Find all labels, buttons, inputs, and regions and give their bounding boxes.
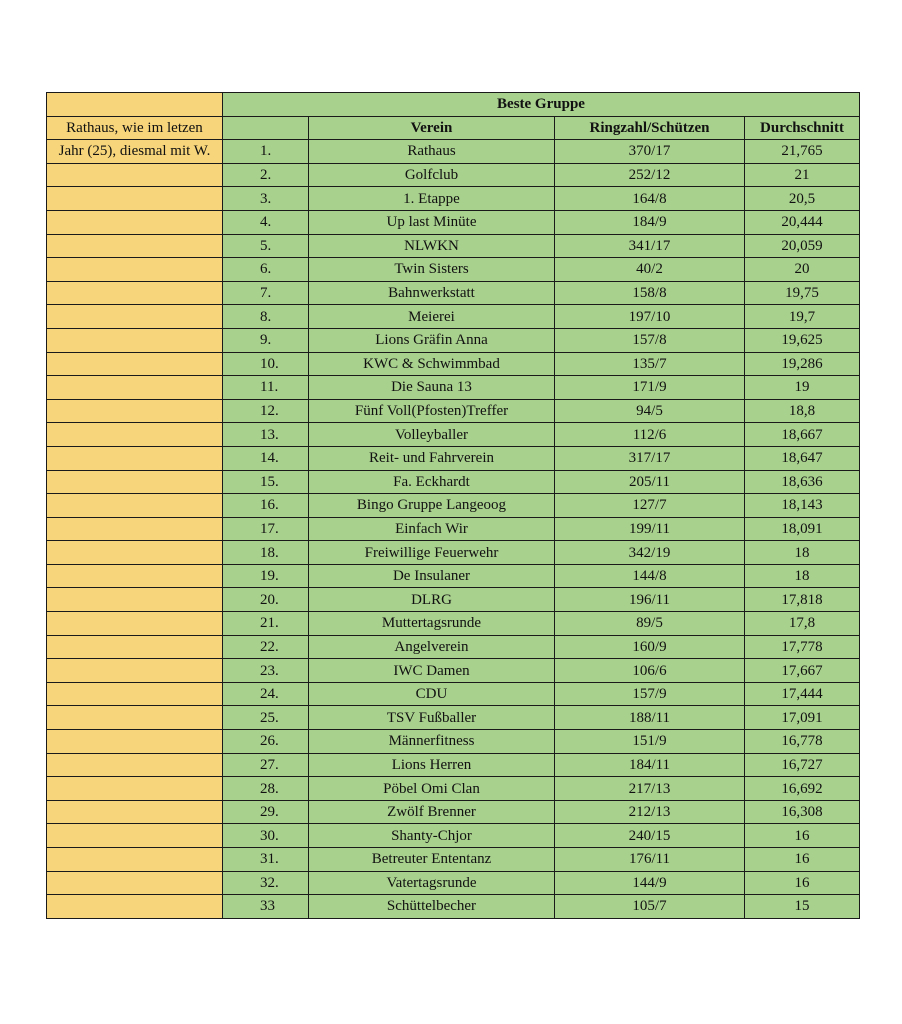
column-header-ringzahl: Ringzahl/Schützen xyxy=(555,116,745,140)
verein-cell: Fünf Voll(Pfosten)Treffer xyxy=(309,399,555,423)
verein-cell: Meierei xyxy=(309,305,555,329)
rank-cell: 5. xyxy=(223,234,309,258)
rank-cell: 17. xyxy=(223,517,309,541)
verein-cell: Twin Sisters xyxy=(309,258,555,282)
note-cell-blank xyxy=(47,352,223,376)
verein-cell: Zwölf Brenner xyxy=(309,800,555,824)
table-row xyxy=(47,281,860,305)
verein-cell: TSV Fußballer xyxy=(309,706,555,730)
title-row xyxy=(47,93,860,117)
rank-cell: 18. xyxy=(223,541,309,565)
ringzahl-cell: 106/6 xyxy=(555,659,745,683)
table-row xyxy=(47,470,860,494)
ringzahl-cell: 94/5 xyxy=(555,399,745,423)
rank-cell: 20. xyxy=(223,588,309,612)
note-cell-blank xyxy=(47,305,223,329)
table-row xyxy=(47,517,860,541)
table-row xyxy=(47,564,860,588)
table-row xyxy=(47,328,860,352)
table-row xyxy=(47,895,860,919)
table-row xyxy=(47,187,860,211)
verein-cell: Volleyballer xyxy=(309,423,555,447)
column-header-rank xyxy=(223,116,309,140)
note-cell-blank xyxy=(47,706,223,730)
table-row xyxy=(47,376,860,400)
table-row xyxy=(47,824,860,848)
durchschnitt-cell: 19,75 xyxy=(745,281,860,305)
rank-cell: 31. xyxy=(223,848,309,872)
note-cell-blank xyxy=(47,588,223,612)
rank-cell: 14. xyxy=(223,446,309,470)
rank-cell: 13. xyxy=(223,423,309,447)
verein-cell: Die Sauna 13 xyxy=(309,376,555,400)
note-cell-blank xyxy=(47,376,223,400)
table-row xyxy=(47,612,860,636)
note-cell-blank xyxy=(47,494,223,518)
note-cell-blank xyxy=(47,258,223,282)
table-row xyxy=(47,541,860,565)
ringzahl-cell: 196/11 xyxy=(555,588,745,612)
table-row xyxy=(47,800,860,824)
rank-cell: 22. xyxy=(223,635,309,659)
table-row xyxy=(47,163,860,187)
durchschnitt-cell: 17,667 xyxy=(745,659,860,683)
verein-cell: Schüttelbecher xyxy=(309,895,555,919)
durchschnitt-cell: 19 xyxy=(745,376,860,400)
rank-cell: 11. xyxy=(223,376,309,400)
durchschnitt-cell: 19,7 xyxy=(745,305,860,329)
note-cell-blank xyxy=(47,659,223,683)
durchschnitt-cell: 18,143 xyxy=(745,494,860,518)
verein-cell: Up last Minüte xyxy=(309,210,555,234)
ringzahl-cell: 135/7 xyxy=(555,352,745,376)
ringzahl-cell: 342/19 xyxy=(555,541,745,565)
verein-cell: CDU xyxy=(309,682,555,706)
ringzahl-cell: 176/11 xyxy=(555,848,745,872)
note-cell-blank xyxy=(47,234,223,258)
verein-cell: Muttertagsrunde xyxy=(309,612,555,636)
table-row xyxy=(47,305,860,329)
ringzahl-cell: 157/8 xyxy=(555,328,745,352)
verein-cell: IWC Damen xyxy=(309,659,555,683)
ringzahl-cell: 40/2 xyxy=(555,258,745,282)
durchschnitt-cell: 18,647 xyxy=(745,446,860,470)
durchschnitt-cell: 16,692 xyxy=(745,777,860,801)
durchschnitt-cell: 20,059 xyxy=(745,234,860,258)
ringzahl-cell: 151/9 xyxy=(555,730,745,754)
verein-cell: Shanty-Chjor xyxy=(309,824,555,848)
verein-cell: Fa. Eckhardt xyxy=(309,470,555,494)
ringzahl-cell: 144/9 xyxy=(555,871,745,895)
ringzahl-cell: 199/11 xyxy=(555,517,745,541)
results-table-body xyxy=(47,93,860,919)
ringzahl-cell: 171/9 xyxy=(555,376,745,400)
durchschnitt-cell: 17,091 xyxy=(745,706,860,730)
note-cell-blank xyxy=(47,848,223,872)
ringzahl-cell: 370/17 xyxy=(555,140,745,164)
table-row xyxy=(47,659,860,683)
rank-cell: 26. xyxy=(223,730,309,754)
verein-cell: Männerfitness xyxy=(309,730,555,754)
verein-cell: 1. Etappe xyxy=(309,187,555,211)
durchschnitt-cell: 16 xyxy=(745,824,860,848)
note-cell-blank xyxy=(47,730,223,754)
rank-cell: 10. xyxy=(223,352,309,376)
durchschnitt-cell: 17,8 xyxy=(745,612,860,636)
ringzahl-cell: 184/11 xyxy=(555,753,745,777)
ringzahl-cell: 317/17 xyxy=(555,446,745,470)
rank-cell: 30. xyxy=(223,824,309,848)
note-cell-blank xyxy=(47,824,223,848)
verein-cell: Golfclub xyxy=(309,163,555,187)
durchschnitt-cell: 16 xyxy=(745,848,860,872)
note-cell-blank xyxy=(47,210,223,234)
table-row xyxy=(47,777,860,801)
column-header-verein: Verein xyxy=(309,116,555,140)
note-cell-blank xyxy=(47,753,223,777)
ringzahl-cell: 341/17 xyxy=(555,234,745,258)
verein-cell: NLWKN xyxy=(309,234,555,258)
table-row xyxy=(47,258,860,282)
rank-cell: 28. xyxy=(223,777,309,801)
rank-cell: 12. xyxy=(223,399,309,423)
rank-cell: 1. xyxy=(223,140,309,164)
note-cell-blank xyxy=(47,399,223,423)
rank-cell: 9. xyxy=(223,328,309,352)
table-row xyxy=(47,423,860,447)
durchschnitt-cell: 18,091 xyxy=(745,517,860,541)
table-row xyxy=(47,635,860,659)
rank-cell: 8. xyxy=(223,305,309,329)
verein-cell: Lions Gräfin Anna xyxy=(309,328,555,352)
verein-cell: Reit- und Fahrverein xyxy=(309,446,555,470)
rank-cell: 19. xyxy=(223,564,309,588)
verein-cell: KWC & Schwimmbad xyxy=(309,352,555,376)
note-cell-blank xyxy=(47,635,223,659)
rank-cell: 24. xyxy=(223,682,309,706)
ringzahl-cell: 197/10 xyxy=(555,305,745,329)
rank-cell: 7. xyxy=(223,281,309,305)
note-cell-blank xyxy=(47,800,223,824)
table-row xyxy=(47,588,860,612)
table-row xyxy=(47,706,860,730)
ringzahl-cell: 212/13 xyxy=(555,800,745,824)
durchschnitt-cell: 19,286 xyxy=(745,352,860,376)
note-cell-blank xyxy=(47,895,223,919)
verein-cell: Vatertagsrunde xyxy=(309,871,555,895)
durchschnitt-cell: 18 xyxy=(745,564,860,588)
verein-cell: DLRG xyxy=(309,588,555,612)
durchschnitt-cell: 18,667 xyxy=(745,423,860,447)
ringzahl-cell: 164/8 xyxy=(555,187,745,211)
note-cell-blank xyxy=(47,281,223,305)
table-row xyxy=(47,140,860,164)
verein-cell: De Insulaner xyxy=(309,564,555,588)
durchschnitt-cell: 20 xyxy=(745,258,860,282)
table-row xyxy=(47,848,860,872)
note-cell-blank xyxy=(47,564,223,588)
rank-cell: 4. xyxy=(223,210,309,234)
ringzahl-cell: 157/9 xyxy=(555,682,745,706)
note-cell-blank xyxy=(47,163,223,187)
verein-cell: Lions Herren xyxy=(309,753,555,777)
ringzahl-cell: 160/9 xyxy=(555,635,745,659)
header-row xyxy=(47,116,860,140)
ringzahl-cell: 112/6 xyxy=(555,423,745,447)
table-row xyxy=(47,871,860,895)
ringzahl-cell: 158/8 xyxy=(555,281,745,305)
results-table xyxy=(46,92,860,919)
rank-cell: 23. xyxy=(223,659,309,683)
table-row xyxy=(47,682,860,706)
verein-cell: Betreuter Ententanz xyxy=(309,848,555,872)
verein-cell: Rathaus xyxy=(309,140,555,164)
rank-cell: 29. xyxy=(223,800,309,824)
table-row xyxy=(47,753,860,777)
ringzahl-cell: 205/11 xyxy=(555,470,745,494)
rank-cell: 2. xyxy=(223,163,309,187)
note-cell-blank xyxy=(47,93,223,117)
rank-cell: 6. xyxy=(223,258,309,282)
durchschnitt-cell: 20,444 xyxy=(745,210,860,234)
durchschnitt-cell: 15 xyxy=(745,895,860,919)
table-title: Beste Gruppe xyxy=(223,93,860,117)
note-line-2: Jahr (25), diesmal mit W. xyxy=(47,140,223,164)
verein-cell: Pöbel Omi Clan xyxy=(309,777,555,801)
ringzahl-cell: 217/13 xyxy=(555,777,745,801)
verein-cell: Einfach Wir xyxy=(309,517,555,541)
ringzahl-cell: 89/5 xyxy=(555,612,745,636)
note-cell-blank xyxy=(47,682,223,706)
durchschnitt-cell: 17,778 xyxy=(745,635,860,659)
ringzahl-cell: 144/8 xyxy=(555,564,745,588)
table-row xyxy=(47,730,860,754)
note-cell-blank xyxy=(47,612,223,636)
durchschnitt-cell: 16,308 xyxy=(745,800,860,824)
durchschnitt-cell: 16 xyxy=(745,871,860,895)
ringzahl-cell: 127/7 xyxy=(555,494,745,518)
durchschnitt-cell: 19,625 xyxy=(745,328,860,352)
note-cell-blank xyxy=(47,470,223,494)
rank-cell: 21. xyxy=(223,612,309,636)
table-row xyxy=(47,494,860,518)
note-cell-blank xyxy=(47,517,223,541)
ringzahl-cell: 188/11 xyxy=(555,706,745,730)
verein-cell: Angelverein xyxy=(309,635,555,659)
table-row xyxy=(47,234,860,258)
table-row xyxy=(47,210,860,234)
note-cell-blank xyxy=(47,423,223,447)
durchschnitt-cell: 20,5 xyxy=(745,187,860,211)
durchschnitt-cell: 18,636 xyxy=(745,470,860,494)
rank-cell: 27. xyxy=(223,753,309,777)
durchschnitt-cell: 21 xyxy=(745,163,860,187)
ringzahl-cell: 252/12 xyxy=(555,163,745,187)
rank-cell: 33 xyxy=(223,895,309,919)
rank-cell: 3. xyxy=(223,187,309,211)
table-row xyxy=(47,446,860,470)
rank-cell: 25. xyxy=(223,706,309,730)
durchschnitt-cell: 16,778 xyxy=(745,730,860,754)
durchschnitt-cell: 18,8 xyxy=(745,399,860,423)
durchschnitt-cell: 17,818 xyxy=(745,588,860,612)
durchschnitt-cell: 21,765 xyxy=(745,140,860,164)
durchschnitt-cell: 18 xyxy=(745,541,860,565)
verein-cell: Bingo Gruppe Langeoog xyxy=(309,494,555,518)
column-header-durchschnitt: Durchschnitt xyxy=(745,116,860,140)
verein-cell: Bahnwerkstatt xyxy=(309,281,555,305)
note-cell-blank xyxy=(47,187,223,211)
table-row xyxy=(47,352,860,376)
note-cell-blank xyxy=(47,541,223,565)
ringzahl-cell: 184/9 xyxy=(555,210,745,234)
ringzahl-cell: 105/7 xyxy=(555,895,745,919)
ringzahl-cell: 240/15 xyxy=(555,824,745,848)
note-cell-blank xyxy=(47,777,223,801)
durchschnitt-cell: 17,444 xyxy=(745,682,860,706)
durchschnitt-cell: 16,727 xyxy=(745,753,860,777)
rank-cell: 16. xyxy=(223,494,309,518)
verein-cell: Freiwillige Feuerwehr xyxy=(309,541,555,565)
table-row xyxy=(47,399,860,423)
note-cell-blank xyxy=(47,871,223,895)
note-line-1: Rathaus, wie im letzen xyxy=(47,116,223,140)
rank-cell: 15. xyxy=(223,470,309,494)
note-cell-blank xyxy=(47,328,223,352)
rank-cell: 32. xyxy=(223,871,309,895)
note-cell-blank xyxy=(47,446,223,470)
